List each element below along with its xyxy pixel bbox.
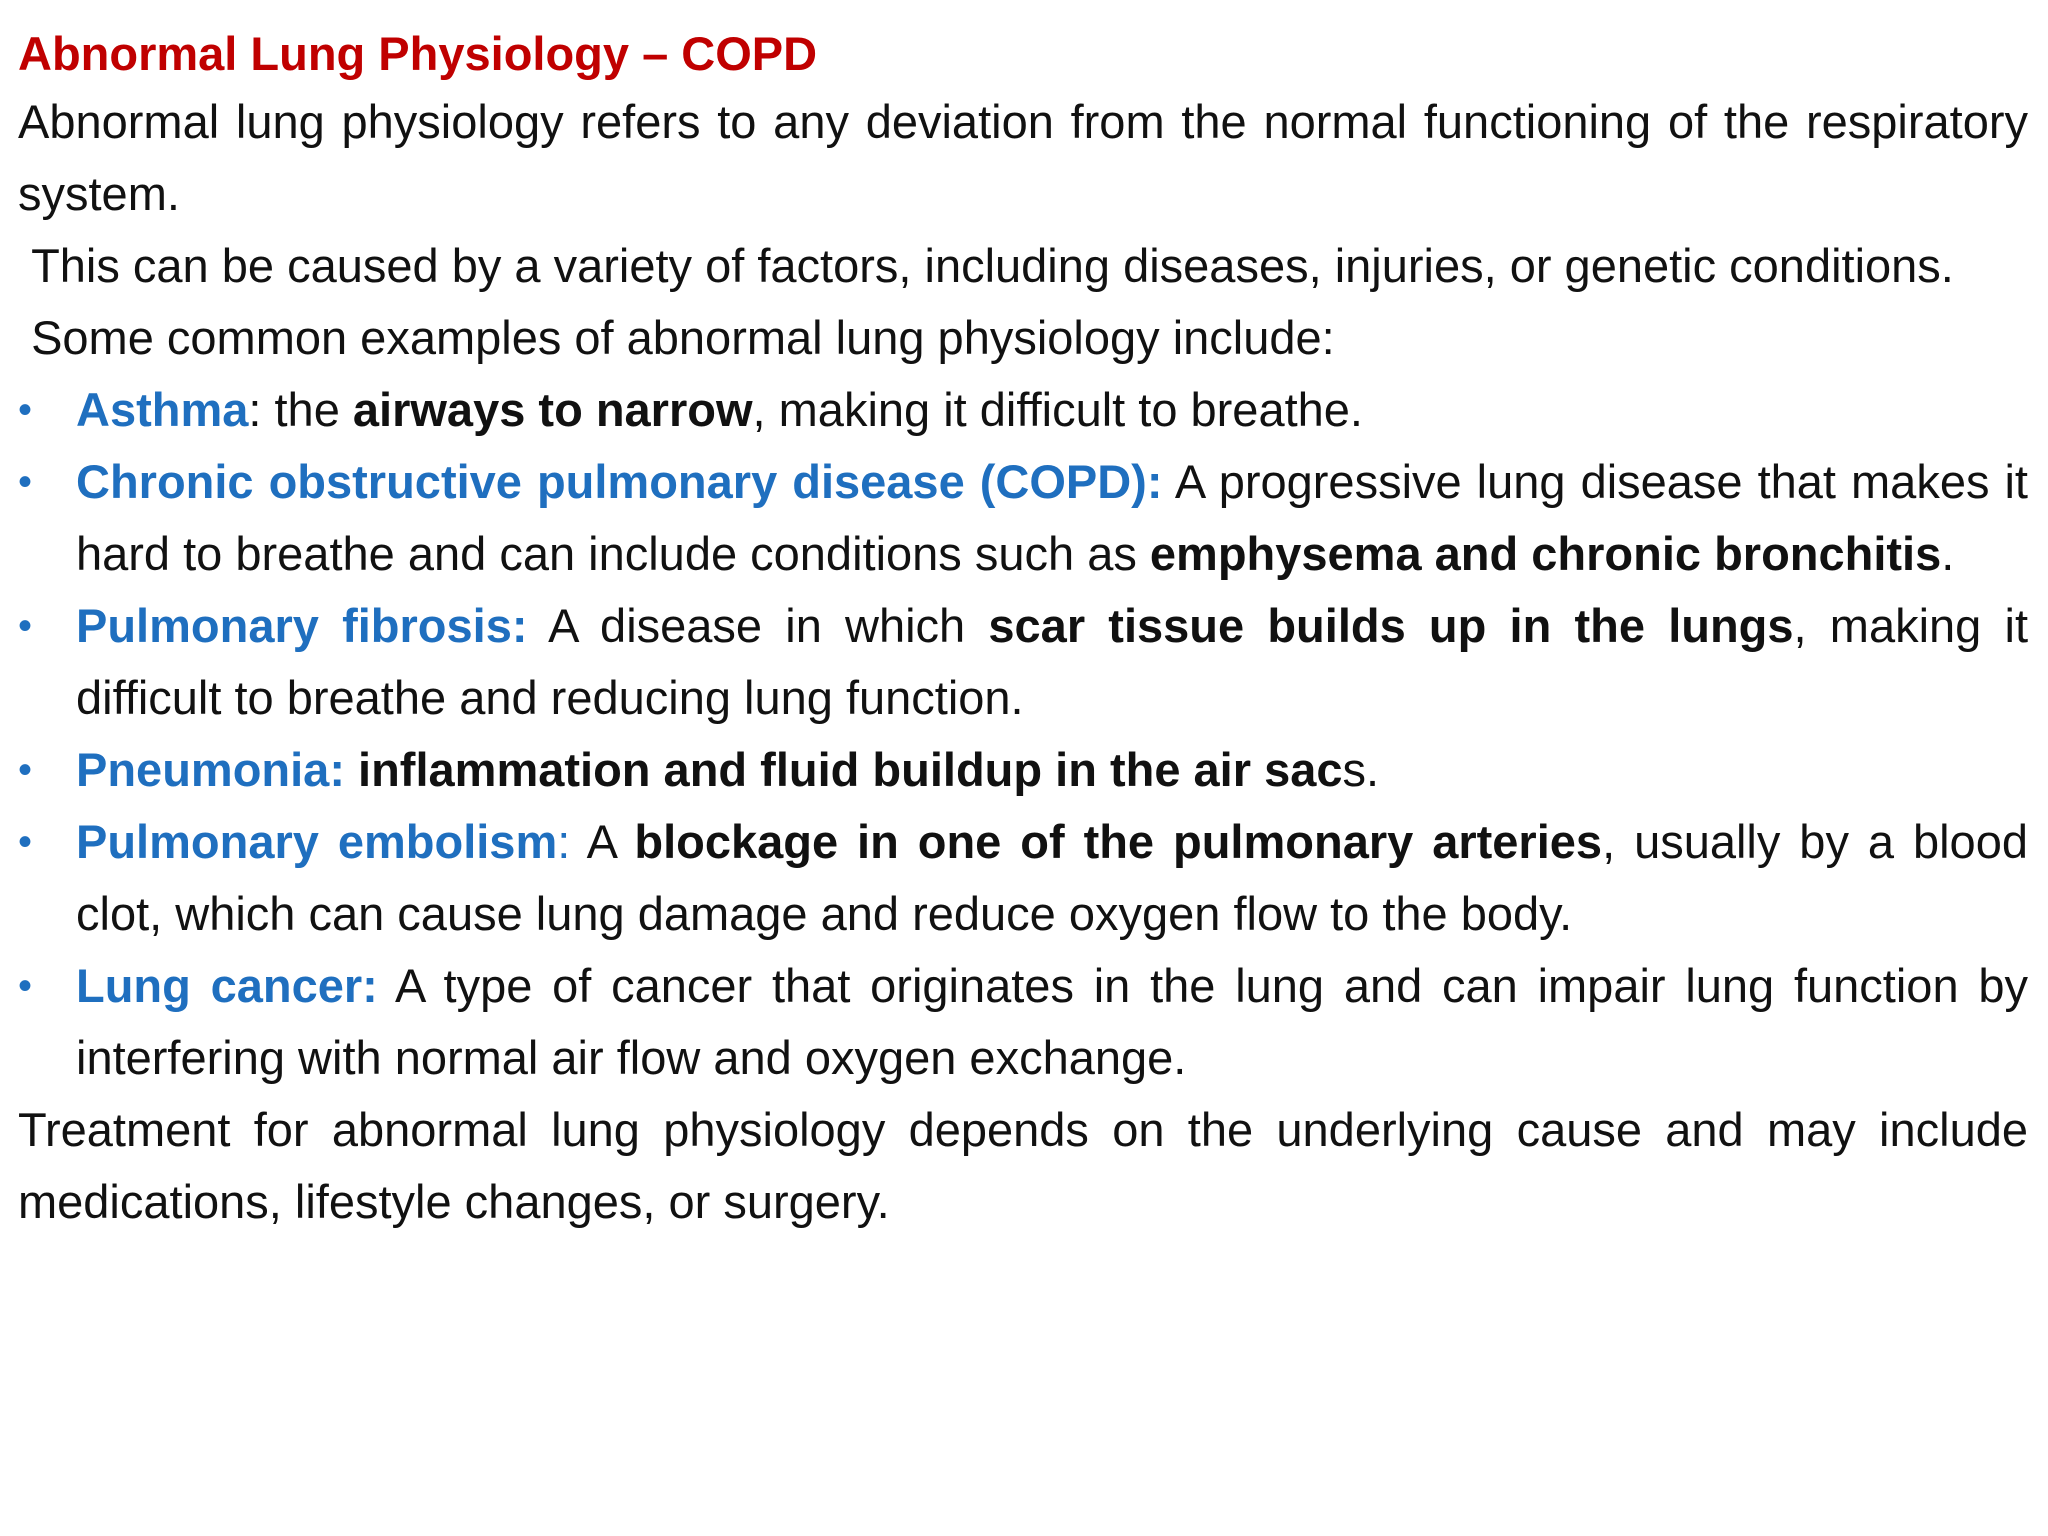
term-separator: : bbox=[557, 815, 571, 868]
bullet-icon: • bbox=[18, 748, 33, 792]
list-item-pneumonia bbox=[18, 734, 2028, 806]
bullet-icon: • bbox=[18, 460, 33, 504]
intro-paragraph-2: This can be caused by a variety of factors, including diseases, injuries, or genetic conditions. bbox=[18, 239, 1954, 292]
item-text-pre: A progressive lung disease that makes it hard to breathe and can include conditions such as bbox=[76, 455, 2028, 580]
item-text-pre: A disease in which bbox=[527, 599, 989, 652]
item-text-post: , usually by a blood clot, which can cause lung damage and reduce oxygen flow to the body. bbox=[76, 815, 2028, 940]
item-text-bold: scar tissue builds up in the lungs bbox=[988, 599, 1794, 652]
term-label: Asthma bbox=[76, 383, 249, 436]
bullet-icon: • bbox=[18, 388, 33, 432]
item-text-bold: airways to narrow bbox=[352, 383, 753, 436]
term-separator: : bbox=[248, 383, 262, 436]
list-item-lung-cancer bbox=[18, 950, 2028, 1094]
term-label: Pulmonary fibrosis: bbox=[76, 599, 528, 652]
bullet-icon: • bbox=[18, 820, 33, 864]
item-text-bold: emphysema and chronic bronchitis bbox=[1149, 527, 1942, 580]
term-label: Lung cancer: bbox=[76, 959, 378, 1012]
item-text-pre: A bbox=[570, 815, 635, 868]
item-text-bold: blockage in one of the pulmonary arteries bbox=[634, 815, 1603, 868]
term-label: Chronic obstructive pulmonary disease (COPD): bbox=[76, 455, 1163, 508]
intro-paragraph-3: Some common examples of abnormal lung physiology include: bbox=[18, 311, 1335, 364]
slide-title: Abnormal Lung Physiology – COPD bbox=[18, 27, 818, 80]
bullet-icon: • bbox=[18, 604, 33, 648]
list-item-pulmonary-fibrosis bbox=[18, 590, 2028, 734]
term-label: Pulmonary embolism bbox=[76, 815, 558, 868]
term-label: Pneumonia: bbox=[76, 743, 345, 796]
item-text-post: s. bbox=[1342, 743, 1380, 796]
slide bbox=[18, 22, 2028, 1238]
bullet-icon: • bbox=[18, 964, 33, 1008]
item-text-post: , making it difficult to breathe and reducing lung function. bbox=[76, 599, 2029, 724]
item-text-post: , making it difficult to breathe. bbox=[752, 383, 1363, 436]
examples-list bbox=[18, 374, 2028, 1094]
conclusion-paragraph: Treatment for abnormal lung physiology depends on the underlying cause and may include medications, lifestyle changes, or surgery. bbox=[18, 1103, 2028, 1228]
item-text-bold: inflammation and fluid buildup in the air sac bbox=[358, 743, 1343, 796]
item-text-pre: A type of cancer that originates in the lung and can impair lung function by interfering with normal air flow and oxygen exchange. bbox=[76, 959, 2028, 1084]
list-item-asthma bbox=[18, 374, 2028, 446]
item-text-pre: the bbox=[261, 383, 353, 436]
intro-paragraph-1: Abnormal lung physiology refers to any deviation from the normal functioning of the respiratory system. bbox=[18, 95, 2028, 220]
list-item-pulmonary-embolism bbox=[18, 806, 2028, 950]
item-text-post: . bbox=[1941, 527, 1955, 580]
list-item-copd bbox=[18, 446, 2028, 590]
item-text-pre bbox=[345, 743, 358, 796]
